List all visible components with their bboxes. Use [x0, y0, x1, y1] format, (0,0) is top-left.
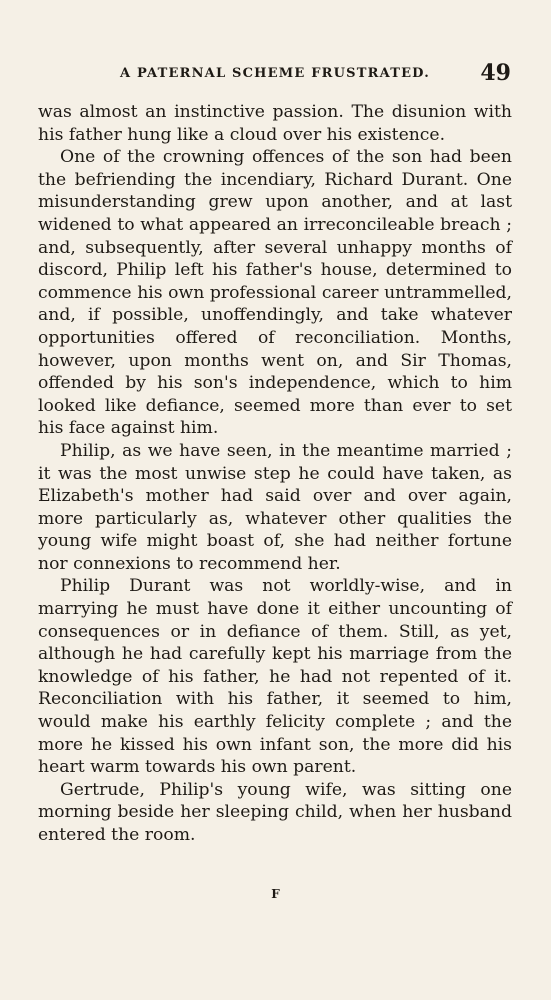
paragraph: One of the crowning offences of the son had been the befriending the incendiary, Richard Durant. One misunderstanding grew upon another, and at last widened to what appeared an irreconcileable breach ; and, subsequently, after several unhappy months of discord, Philip left his father's house, determined to commence his own professional career untrammelled, and, if possible, unoffendingly, and take whatever opportunities offered of reconciliation. Months, however, upon months went on, and Sir Thomas, offended by his son's independence, which to him looked like defiance, seemed more than ever to set his face against him.: [38, 147, 512, 439]
body-text: [38, 101, 512, 847]
signature-mark: F: [271, 887, 280, 901]
paragraph: Philip Durant was not worldly-wise, and in marrying he must have done it either uncounting of consequences or in defiance of them. Still, as yet, although he had carefully kept his marriage from the knowledge of his father, he had not repented of it. Reconciliation with his father, it seemed to him, would make his earthly felicity complete ; and the more he kissed his own infant son, the more did his heart warm towards his own parent.: [38, 576, 512, 778]
paragraph: was almost an instinctive passion. The disunion with his father hung like a cloud over his existence.: [38, 102, 512, 145]
paragraph: Philip, as we have seen, in the meantime married ; it was the most unwise step he could have taken, as Elizabeth's mother had said over and over again, more particularly as, whatever other qualities the young wife might boast of, she had neither fortune nor connexions to recommend her.: [38, 440, 512, 574]
paragraph: Gertrude, Philip's young wife, was sitting one morning beside her sleeping child, when her husband entered the room.: [38, 779, 512, 845]
page-header: [60, 60, 511, 90]
page-number: 49: [480, 60, 511, 86]
running-head: A PATERNAL SCHEME FRUSTRATED.: [120, 66, 430, 81]
